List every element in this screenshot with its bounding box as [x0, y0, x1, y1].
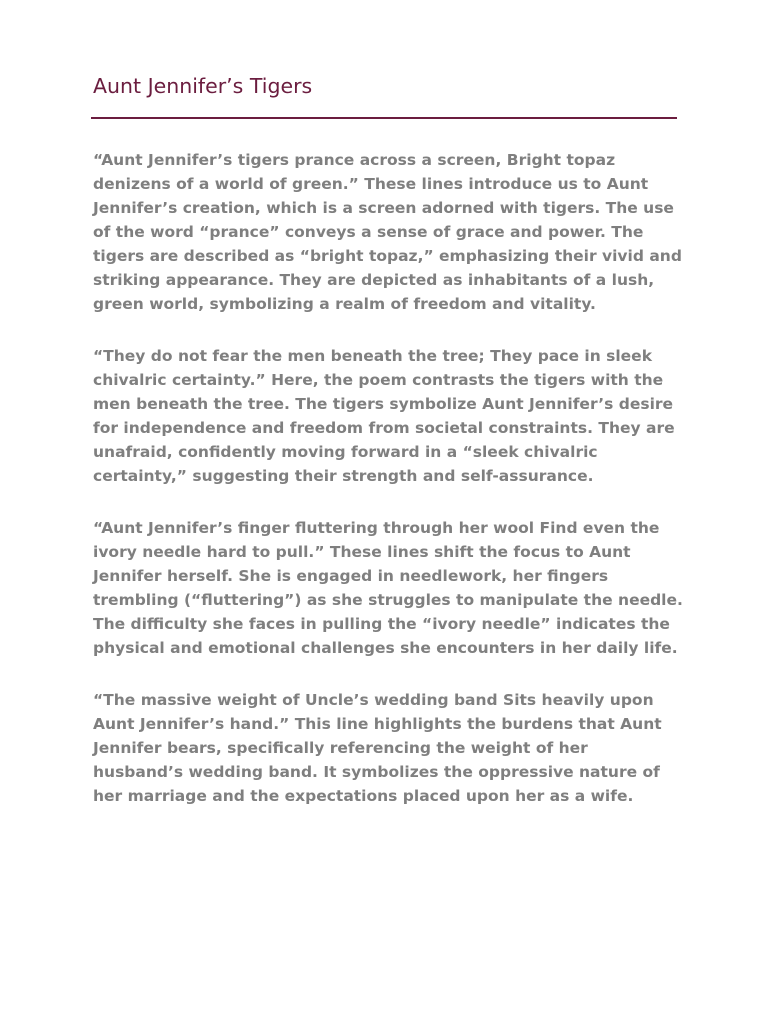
document-body: [93, 148, 683, 836]
paragraph-2: “They do not fear the men beneath the tree; They pace in sleek chivalric certainty.” Here, the poem contrasts the tigers with the men beneath the tree. The tigers symbolize Aunt Jennifer’s desire for independence and freedom from societal constraints. They are unafraid, confidently moving forward in a “sleek chivalric certainty,” suggesting their strength and self-assurance.: [93, 347, 675, 485]
document-title: Aunt Jennifer’s Tigers: [93, 74, 313, 98]
paragraph-1: “Aunt Jennifer’s tigers prance across a screen, Bright topaz denizens of a world of green.” These lines introduce us to Aunt Jennifer’s creation, which is a screen adorned with tigers. The use of the word “prance” conveys a sense of grace and power. The tigers are described as “bright topaz,” emphasizing their vivid and striking appearance. They are depicted as inhabitants of a lush, green world, symbolizing a realm of freedom and vitality.: [93, 151, 682, 313]
paragraph-4: “The massive weight of Uncle’s wedding band Sits heavily upon Aunt Jennifer’s hand.” This line highlights the burdens that Aunt Jennifer bears, specifically referencing the weight of her husband’s wedding band. It symbolizes the oppressive nature of her marriage and the expectations placed upon her as a wife.: [93, 691, 662, 805]
paragraph-3: “Aunt Jennifer’s finger fluttering through her wool Find even the ivory needle hard to pull.” These lines shift the focus to Aunt Jennifer herself. She is engaged in needlework, her fingers trembling (“fluttering”) as she struggles to manipulate the needle. The difficulty she faces in pulling the “ivory needle” indicates the physical and emotional challenges she encounters in her daily life.: [93, 519, 683, 657]
title-divider: [91, 117, 677, 119]
